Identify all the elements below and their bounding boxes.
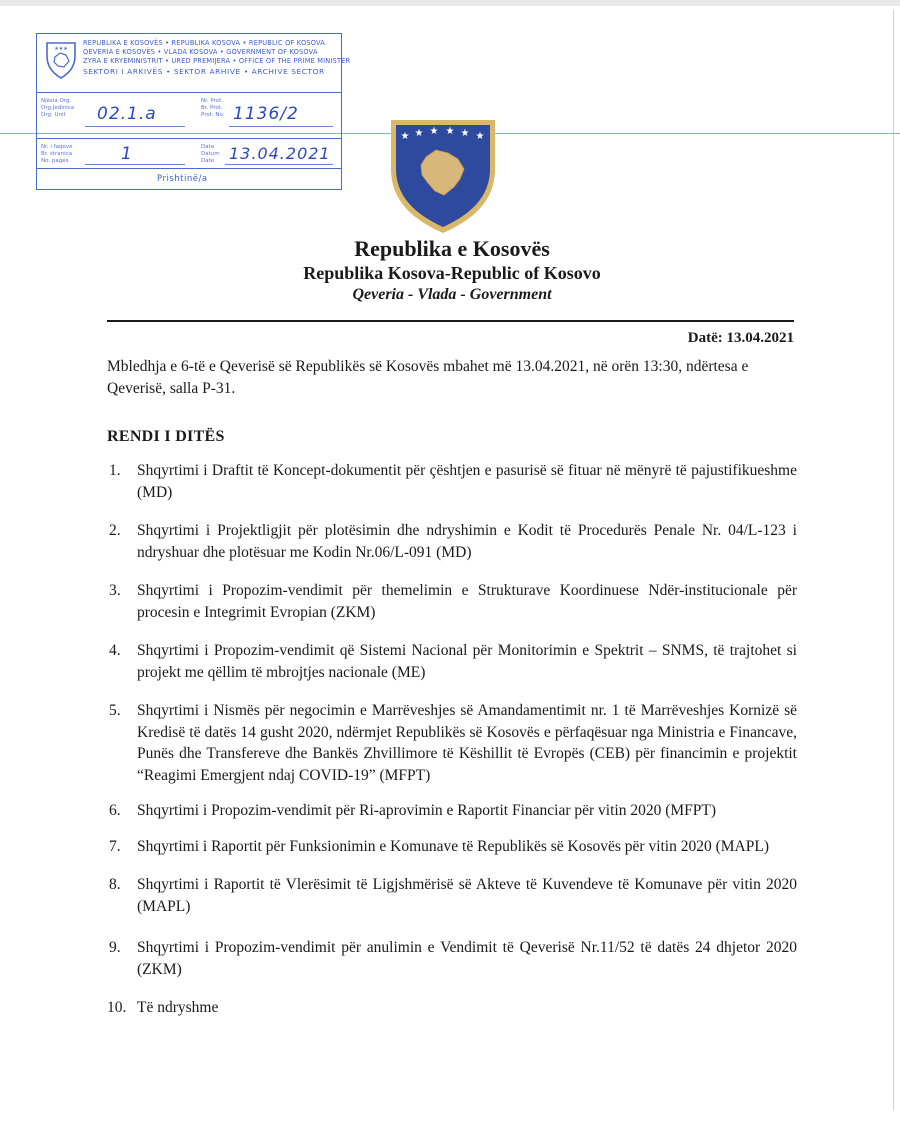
agenda-item-number: 3. <box>109 582 121 599</box>
agenda-item-text: Shqyrtimi i Projektligjit për plotësimin dhe ndryshimin e Kodit të Procedurës Penale Nr. 04/L-123 i ndryshuar dhe plotësuar me Kodin Nr.06/L-091 (MD) <box>137 522 797 561</box>
kosovo-coat-of-arms-icon <box>388 117 498 235</box>
stamp-header-line: SEKTORI I ARKIVËS • SEKTOR ARHIVE • ARCHIVE SECTOR <box>83 66 325 76</box>
agenda-item-text: Shqyrtimi i Raportit të Vlerësimit të Ligjshmërisë së Akteve të Kuvendeve të Komunave për vitin 2020 (MAPL) <box>137 876 797 915</box>
svg-text:★: ★ <box>460 128 470 139</box>
scan-top-shade <box>0 0 900 6</box>
svg-text:★: ★ <box>429 126 439 137</box>
stamp-label-line: Njësia Org. <box>41 98 72 104</box>
svg-text:★: ★ <box>475 131 485 142</box>
agenda-item-number: 8. <box>109 876 121 893</box>
agenda-item <box>107 937 797 980</box>
scan-right-edge <box>893 10 894 1110</box>
stamp-label-line: Date <box>201 158 215 164</box>
header-title: Republika e Kosovës <box>354 236 550 261</box>
stamp-date: 13.04.2021 <box>229 144 331 163</box>
agenda-item-text: Të ndryshme <box>137 999 219 1016</box>
stamp-attachments: 1 <box>121 144 133 164</box>
agenda-item <box>107 580 797 623</box>
stamp-label-line: Br. Prot. <box>201 105 223 111</box>
stamp-label-line: Prot. No. <box>201 112 225 118</box>
agenda-title: RENDI I DITËS <box>107 428 225 445</box>
stamp-label-date <box>201 144 220 165</box>
agenda-item-text: Shqyrtimi i Propozim-vendimit që Sistemi Nacional për Monitorimin e Spektrit – SNMS, të trajtohet si projekt me qëllim të mbrojtjes nacionale (ME) <box>137 642 797 681</box>
stamp-place: Prishtinë/a <box>157 174 208 184</box>
header-government: Qeveria - Vlada - Government <box>352 286 552 303</box>
agenda-item <box>107 997 797 1019</box>
stamp-label-line: Datum <box>201 151 220 157</box>
agenda-item-number: 5. <box>109 702 121 719</box>
stamp-divider <box>37 138 341 139</box>
stamp-header-lines <box>83 39 350 76</box>
stamp-label-no <box>201 98 225 119</box>
agenda-item <box>107 460 797 503</box>
stamp-divider <box>37 168 341 169</box>
agenda-item-text: Shqyrtimi i Propozim-vendimit për anulimin e Vendimit të Qeverisë Nr.11/52 të datës 24 dhjetor 2020 (ZKM) <box>137 939 797 978</box>
agenda-item-number: 2. <box>109 522 121 539</box>
stamp-divider <box>37 92 341 93</box>
agenda-item <box>107 700 797 786</box>
stamp-label-attach <box>41 144 72 165</box>
stamp-label-line: Org. Unit <box>41 112 66 118</box>
stamp-label-line: Nr. Prot. <box>201 98 223 104</box>
agenda-item-text: Shqyrtimi i Raportit për Funksionimin e Komunave të Republikës së Kosovës për vitin 2020 (MAPL) <box>137 837 769 855</box>
stamp-underline <box>229 126 333 127</box>
agenda-item-text: Shqyrtimi i Propozim-vendimit për Ri-aprovimin e Raportit Financiar për vitin 2020 (MFPT) <box>137 802 717 819</box>
stamp-label-line: No. pages <box>41 158 69 164</box>
stamp-header-line: ZYRA E KRYEMINISTRIT • URED PREMIJERA • OFFICE OF THE PRIME MINISTER <box>83 57 351 66</box>
agenda-item <box>107 874 797 917</box>
agenda-item-number: 7. <box>109 837 121 855</box>
stamp-emblem-icon <box>43 40 79 80</box>
stamp-label-line: Br. stranica <box>41 151 73 157</box>
agenda-item-number: 6. <box>109 802 121 819</box>
stamp-header-line: REPUBLIKA E KOSOVËS • REPUBLIKA KOSOVA • REPUBLIC OF KOSOVA <box>83 39 326 47</box>
stamp-underline <box>225 164 333 165</box>
agenda-item-number: 9. <box>109 939 121 956</box>
header-subtitle: Republika Kosova-Republic of Kosovo <box>303 263 601 283</box>
svg-text:★: ★ <box>414 128 424 139</box>
svg-text:★: ★ <box>400 131 410 142</box>
agenda-item-text: Shqyrtimi i Nismës për negocimin e Marrëveshjes së Amandamentimit nr. 1 të Marrëveshjes Kornizë së Kredisë të datës 14 gusht 2020, ndërmjet Republikës së Kosovës e përfaqësuar nga Ministria e Financave, Punës dhe Transfereve dhe Bankës Zhvillimore të Këshillit të Evropës (CEB) për financimin e projektit “Reagimi Emergjent ndaj COVID-19” (MFPT) <box>137 702 797 784</box>
agenda-item-number: 10. <box>107 999 127 1016</box>
stamp-org-unit: 02.1.a <box>97 104 157 124</box>
agenda-item-text: Shqyrtimi i Draftit të Koncept-dokumentit për çështjen e pasurisë së fituar në mënyrë të pajustifikueshme (MD) <box>137 462 797 501</box>
stamp-label-line: Org.Jedinica <box>41 105 75 111</box>
archive-stamp <box>36 33 351 190</box>
intro-paragraph: Mbledhja e 6-të e Qeverisë së Republikës së Kosovës mbahet më 13.04.2021, në orën 13:30, ndërtesa e Qeverisë, salla P-31. <box>107 358 749 397</box>
stamp-header-line: QEVERIA E KOSOVËS • VLADA KOSOVA • GOVERNMENT OF KOSOVA <box>83 48 318 57</box>
header-rule <box>107 320 794 322</box>
agenda-item <box>107 520 797 563</box>
stamp-underline <box>85 164 185 165</box>
agenda-item <box>107 836 797 858</box>
agenda-item <box>107 640 797 683</box>
stamp-label-line: Nr. i faqeve <box>41 144 73 150</box>
stamp-underline <box>85 126 185 127</box>
agenda-item-number: 1. <box>109 462 121 479</box>
agenda-item-number: 4. <box>109 642 121 659</box>
agenda-list <box>107 460 797 1019</box>
document-date: Datë: 13.04.2021 <box>687 330 794 346</box>
stamp-label-line: Data <box>201 144 215 150</box>
stamp-protocol-no: 1136/2 <box>233 104 299 124</box>
stamp-label-org <box>41 98 74 119</box>
svg-text:★★★: ★★★ <box>54 46 68 52</box>
agenda-item <box>107 800 797 822</box>
svg-text:★: ★ <box>445 126 455 137</box>
agenda-item-text: Shqyrtimi i Propozim-vendimit për themelimin e Strukturave Koordinuese Ndër-institucionale për procesin e Integrimit Evropian (ZKM) <box>137 582 797 621</box>
